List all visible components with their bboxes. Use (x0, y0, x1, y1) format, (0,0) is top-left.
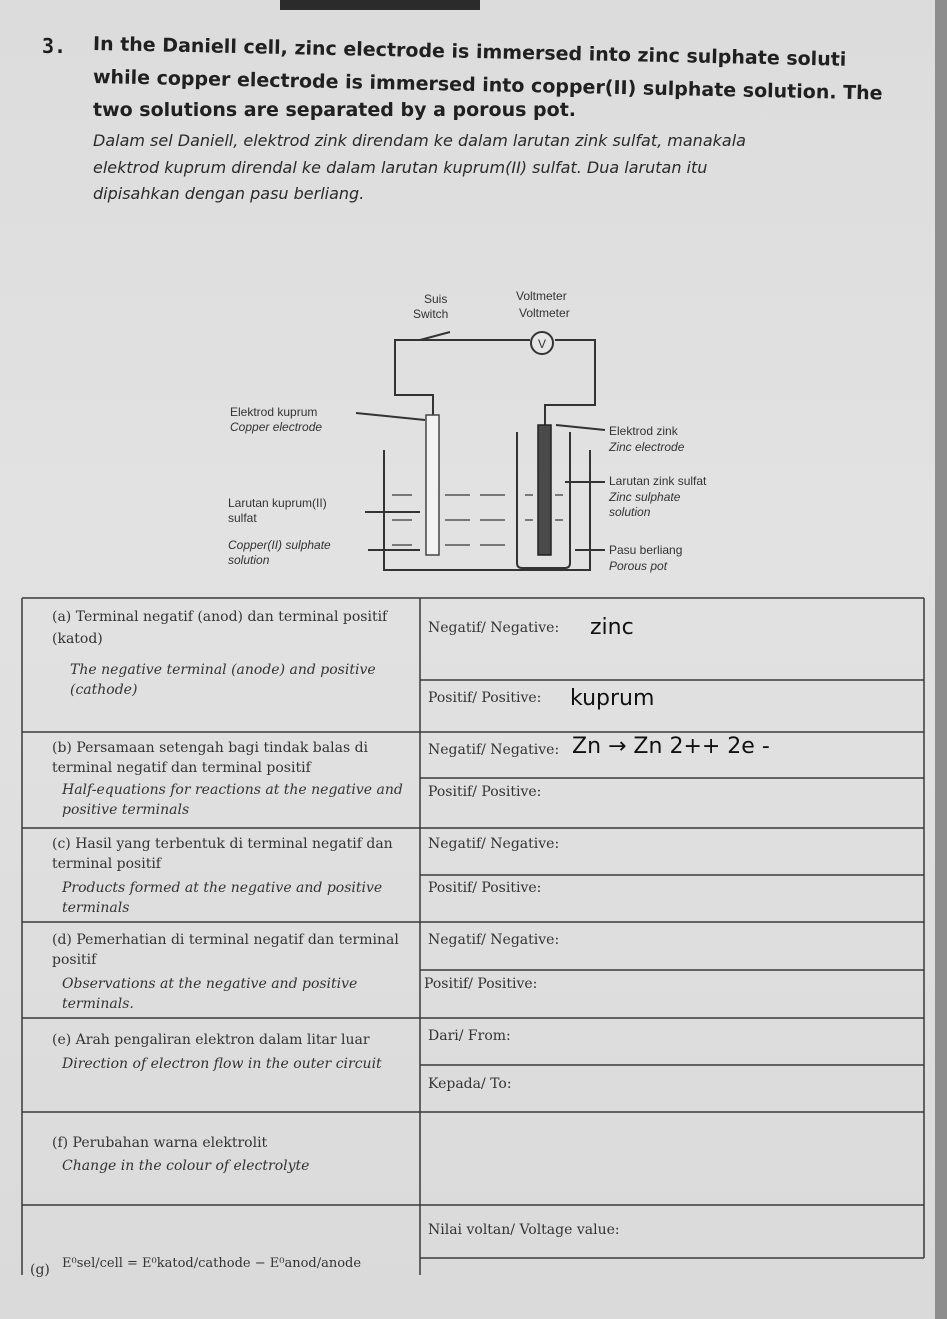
copper-solution-label-malay-2: sulfat (228, 511, 257, 525)
row-c-positive-label: Positif/ Positive: (428, 880, 542, 896)
question-line-1: In the Daniell cell, zinc electrode is immersed into zinc sulphate soluti (92, 33, 847, 71)
row-g-formula: E⁰sel/cell = E⁰katod/cathode − E⁰anod/anode (62, 1256, 362, 1271)
switch-label-english: Switch (413, 307, 449, 321)
zinc-electrode-label-english: Zinc electrode (609, 440, 685, 454)
row-d-positive-label: Positif/ Positive: (424, 976, 538, 992)
question-line-3: two solutions are separated by a porous pot. (93, 99, 577, 121)
row-a-label-english: The negative terminal (anode) and positive (cathode) (70, 662, 376, 698)
row-b-negative-answer[interactable]: Zn → Zn 2++ 2e - (572, 734, 770, 759)
row-b-label-malay: (b) Persamaan setengah bagi tindak balas di terminal negatif dan terminal positif (52, 740, 369, 776)
row-a-negative-answer[interactable]: zinc (590, 615, 634, 640)
question-malay-line-1: Dalam sel Daniell, elektrod zink direndam ke dalam larutan zink sulfat, manakala (93, 131, 746, 150)
row-f-label-english: Change in the colour of electrolyte (62, 1158, 310, 1174)
row-b-negative-label: Negatif/ Negative: (428, 742, 560, 758)
question-line-2: while copper electrode is immersed into copper(II) sulphate solution. The (92, 66, 883, 105)
copper-electrode-label-english: Copper electrode (230, 420, 323, 434)
copper-electrode-label-malay: Elektrod kuprum (230, 405, 318, 419)
copper-solution-label-english-1: Copper(II) sulphate (228, 538, 331, 552)
row-d-negative-label: Negatif/ Negative: (428, 932, 560, 948)
row-a-positive-answer[interactable]: kuprum (570, 686, 655, 711)
row-g-label: (g) (30, 1262, 50, 1278)
zinc-solution-label-english-1: Zinc sulphate (609, 490, 681, 504)
zinc-electrode-label-malay: Elektrod zink (609, 424, 678, 438)
row-e-label-malay: (e) Arah pengaliran elektron dalam litar luar (52, 1032, 370, 1048)
row-d-label-malay: (d) Pemerhatian di terminal negatif dan terminal positif (52, 932, 399, 968)
row-e-label-english: Direction of electron flow in the outer circuit (62, 1056, 382, 1072)
question-malay-line-2: elektrod kuprum direndal ke dalam larutan kuprum(II) sulfat. Dua larutan itu (93, 158, 708, 177)
porous-pot-label-malay: Pasu berliang (609, 543, 683, 557)
row-a-negative-label: Negatif/ Negative: (428, 620, 560, 636)
porous-pot-label-english: Porous pot (609, 559, 668, 573)
row-g-voltage-label: Nilai voltan/ Voltage value: (428, 1222, 620, 1238)
voltmeter-label-english: Voltmeter (519, 306, 570, 320)
question-malay-line-3: dipisahkan dengan pasu berliang. (93, 184, 365, 203)
voltmeter-symbol: V (537, 337, 547, 351)
row-b-positive-label: Positif/ Positive: (428, 784, 542, 800)
copper-solution-label-malay-1: Larutan kuprum(II) (228, 496, 327, 510)
row-c-label-malay: (c) Hasil yang terbentuk di terminal negatif dan terminal positif (52, 836, 393, 872)
switch-label-malay: Suis (424, 292, 448, 306)
row-c-label-english: Products formed at the negative and positive terminals (62, 880, 383, 916)
copper-solution-label-english-2: solution (228, 553, 270, 567)
row-e-to-label: Kepada/ To: (428, 1076, 512, 1092)
row-e-from-label: Dari/ From: (428, 1028, 511, 1044)
row-a-label-malay: (a) Terminal negatif (anod) dan terminal positif (katod) (52, 609, 388, 647)
row-b-label-english: Half-equations for reactions at the negative and positive terminals (62, 782, 403, 818)
zinc-solution-label-malay: Larutan zink sulfat (609, 474, 707, 488)
zinc-solution-label-english-2: solution (609, 505, 651, 519)
question-number: 3. (42, 34, 67, 58)
row-d-label-english: Observations at the negative and positive terminals. (62, 976, 358, 1012)
voltmeter-label-malay: Voltmeter (516, 289, 567, 303)
row-f-label-malay: (f) Perubahan warna elektrolit (52, 1135, 268, 1151)
row-a-positive-label: Positif/ Positive: (428, 690, 542, 706)
row-c-negative-label: Negatif/ Negative: (428, 836, 560, 852)
